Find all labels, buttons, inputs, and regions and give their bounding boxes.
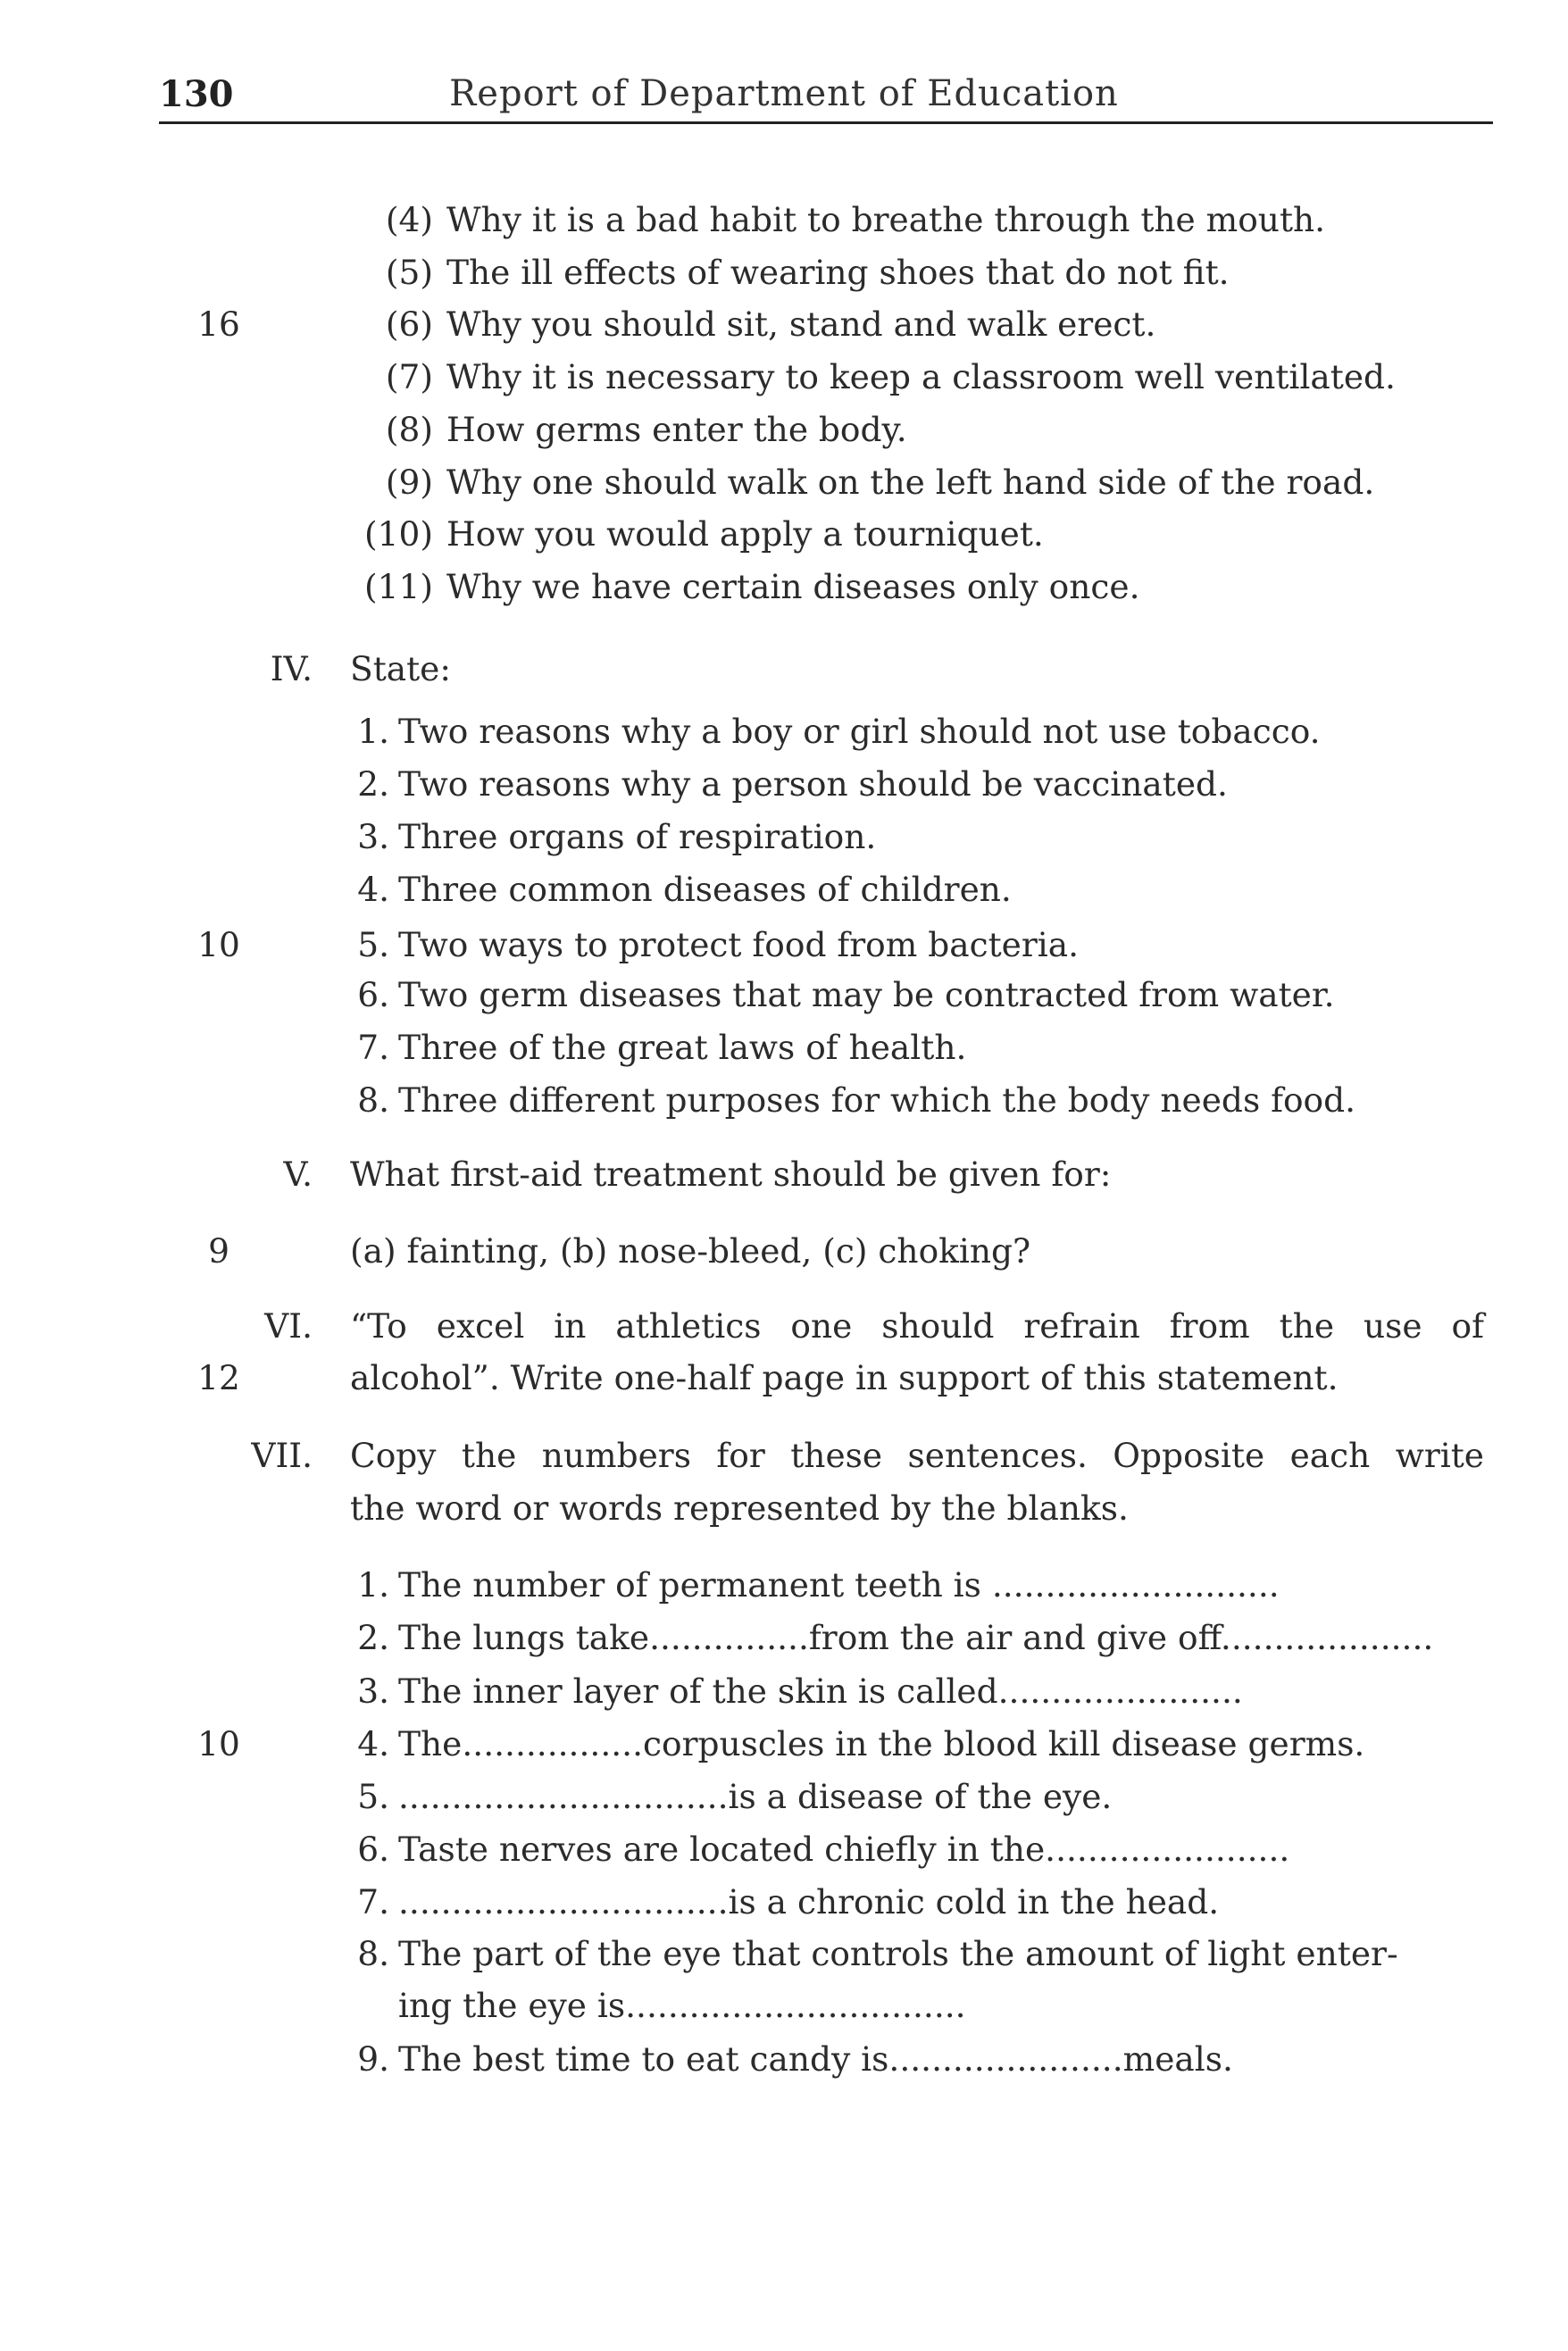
list-item-text: Why it is a bad habit to breathe through the mouth.	[446, 200, 1326, 239]
list-item-text: How germs enter the body.	[446, 410, 907, 449]
score-section-vii: 10	[197, 1724, 240, 1763]
section-heading-v: What first-aid treatment should be given for:	[350, 1155, 1112, 1194]
header-rule	[159, 121, 1493, 124]
list-item-number: (6)	[385, 304, 433, 344]
list-item-text: How you would apply a tourniquet.	[446, 514, 1044, 554]
list-item-number: 6.	[357, 975, 389, 1014]
list-item-number: 5.	[357, 1777, 389, 1816]
list-item-text: The ill effects of wearing shoes that do not fit.	[446, 253, 1230, 292]
paragraph-line: Copy the numbers for these sentences. Opposite each write	[350, 1436, 1484, 1475]
list-item-text: Why we have certain diseases only once.	[446, 567, 1140, 606]
list-item-number: 1.	[357, 712, 389, 751]
list-item-text: The.................corpuscles in the blood kill disease germs.	[398, 1724, 1365, 1763]
section-numeral-vii: VII.	[251, 1436, 313, 1475]
list-item-number: (5)	[385, 253, 433, 292]
list-item-number: 2.	[357, 764, 389, 804]
list-item-text: ...............................is a chronic cold in the head.	[398, 1882, 1220, 1922]
list-item-text: The inner layer of the skin is called.......................	[398, 1672, 1243, 1711]
section-numeral-iv: IV.	[270, 649, 313, 688]
list-item-number: 2.	[357, 1618, 389, 1657]
list-item-text: Why one should walk on the left hand side of the road.	[446, 463, 1375, 502]
list-item-text: Three of the great laws of health.	[398, 1028, 967, 1067]
list-item-text: Three different purposes for which the body needs food.	[398, 1080, 1356, 1120]
paragraph-line: “To excel in athletics one should refrain from the use of	[350, 1306, 1484, 1346]
list-item-text: The best time to eat candy is......................meals.	[398, 2039, 1233, 2079]
list-item-number: (9)	[385, 463, 433, 502]
list-item-text: Three organs of respiration.	[398, 817, 877, 856]
list-item-text: The number of permanent teeth is ...........................	[398, 1565, 1280, 1605]
list-item-text-continued: ing the eye is................................	[398, 1986, 966, 2025]
section-heading-iv: State:	[350, 649, 452, 688]
list-item-number: 4.	[357, 1724, 389, 1763]
score-section-iv: 10	[197, 925, 240, 964]
list-item-number: (8)	[385, 410, 433, 449]
list-item-number: (7)	[385, 357, 433, 396]
list-item-number: 4.	[357, 870, 389, 909]
list-item-number: (11)	[364, 567, 433, 606]
list-item-number: 3.	[357, 1672, 389, 1711]
page-number: 130	[159, 73, 234, 115]
list-item-text: Taste nerves are located chiefly in the.......................	[398, 1830, 1290, 1869]
list-item-text: Two germ diseases that may be contracted from water.	[398, 975, 1335, 1014]
running-title: Report of Department of Education	[449, 73, 1119, 114]
question-text: (a) fainting, (b) nose-bleed, (c) choking?	[350, 1231, 1031, 1271]
list-item-text: Why it is necessary to keep a classroom well ventilated.	[446, 357, 1396, 396]
list-item-number: 6.	[357, 1830, 389, 1869]
list-item-text: ...............................is a disease of the eye.	[398, 1777, 1113, 1816]
score-section-iii: 16	[197, 304, 240, 344]
list-item-number: (4)	[385, 200, 433, 239]
list-item-number: 8.	[357, 1934, 389, 1973]
list-item-text: Why you should sit, stand and walk erect.	[446, 304, 1156, 344]
list-item-text: The lungs take...............from the air and give off....................	[398, 1618, 1434, 1657]
list-item-text: The part of the eye that controls the amount of light enter-	[398, 1934, 1398, 1973]
list-item-number: 7.	[357, 1882, 389, 1922]
list-item-number: (10)	[364, 514, 433, 554]
section-numeral-vi: VI.	[264, 1306, 313, 1346]
list-item-number: 3.	[357, 817, 389, 856]
list-item-number: 8.	[357, 1080, 389, 1120]
list-item-text: Three common diseases of children.	[398, 870, 1012, 909]
list-item-number: 9.	[357, 2039, 389, 2079]
list-item-number: 1.	[357, 1565, 389, 1605]
list-item-text: Two reasons why a person should be vaccinated.	[398, 764, 1228, 804]
list-item-text: Two ways to protect food from bacteria.	[398, 925, 1080, 964]
paragraph-line: alcohol”. Write one-half page in support of this statement.	[350, 1358, 1339, 1397]
section-numeral-v: V.	[283, 1155, 313, 1194]
list-item-number: 5.	[357, 925, 389, 964]
list-item-text: Two reasons why a boy or girl should not use tobacco.	[398, 712, 1321, 751]
score-section-vi: 12	[197, 1358, 240, 1397]
list-item-number: 7.	[357, 1028, 389, 1067]
score-section-v: 9	[208, 1231, 229, 1271]
paragraph-line: the word or words represented by the blanks.	[350, 1488, 1129, 1528]
